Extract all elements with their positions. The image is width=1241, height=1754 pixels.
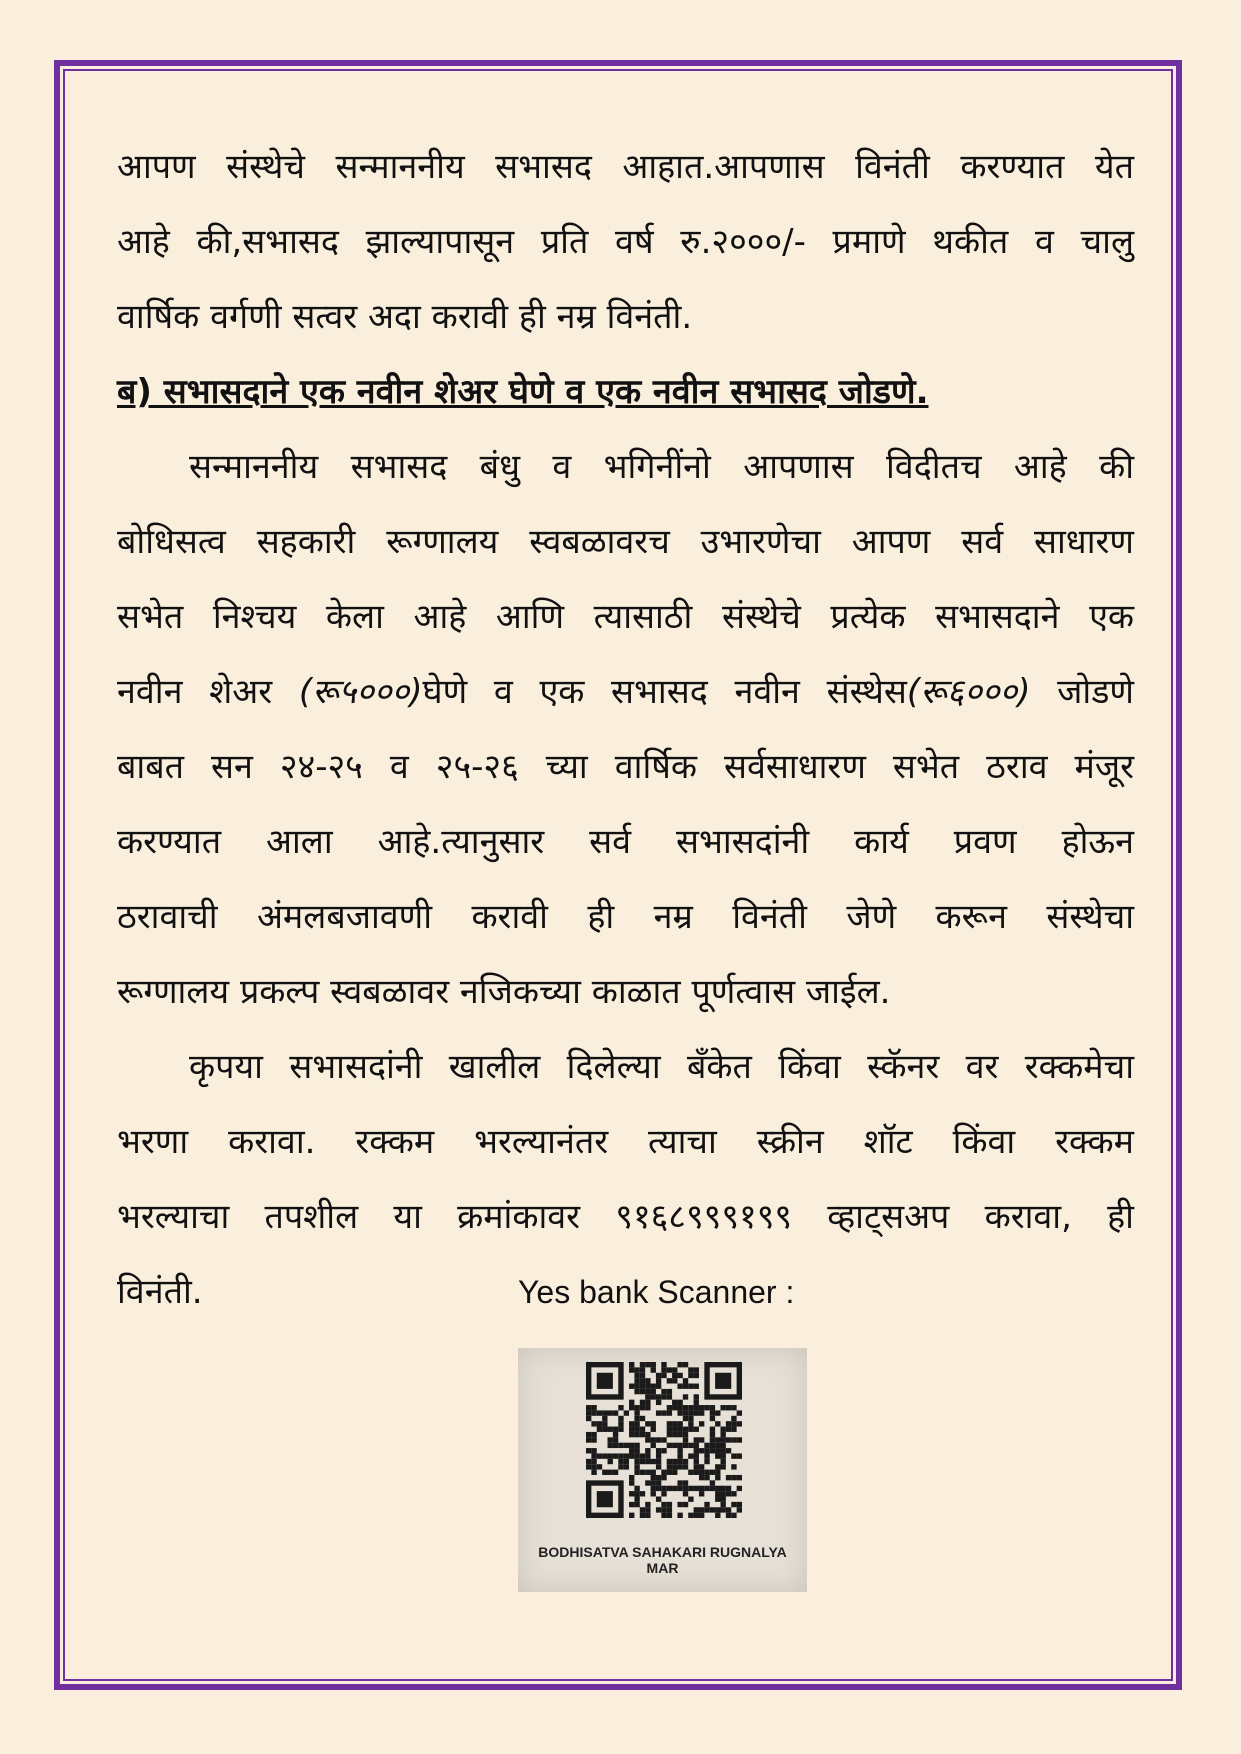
text-line: भरणा करावा. रक्कम भरल्यानंतर त्याचा स्क्रीन शॉट किंवा रक्कम [117,1122,1134,1162]
text-line: आपण संस्थेचे सन्माननीय सभासद आहात.आपणास विनंती करण्यात येत [117,147,1134,187]
paragraph-membership-fee [117,130,1134,355]
text-line: ठरावाची अंमलबजावणी करावी ही नम्र विनंती जेणे करून संस्थेचा [117,897,1134,937]
qr-caption-line: MAR [646,1560,679,1576]
text-line: सभेत निश्चय केला आहे आणि त्यासाठी संस्थेचे प्रत्येक सभासदाने एक [117,597,1134,637]
text: विनंती. [117,1272,203,1312]
section-heading: ब) सभासदाने एक नवीन शेअर घेणे व एक नवीन सभासद जोडणे. [117,372,929,412]
paragraph-payment-instructions [117,1030,1134,1330]
qr-caption-line: BODHISATVA SAHAKARI RUGNALYA [538,1544,787,1560]
text: जोडणे [1030,672,1134,712]
text-line: बाबत सन २४-२५ व २५-२६ च्या वार्षिक सर्वसाधारण सभेत ठराव मंजूर [117,747,1134,787]
text-line: करण्यात आला आहे.त्यानुसार सर्व सभासदांनी कार्य प्रवण होऊन [117,822,1134,862]
paragraph-share-appeal [117,430,1134,1030]
qr-code-image [518,1348,807,1592]
text-line: आहे की,सभासद झाल्यापासून प्रति वर्ष रु.२०००/- प्रमाणे थकीत व चालु [117,222,1134,262]
letter-body [117,130,1134,1330]
text-line: वार्षिक वर्गणी सत्वर अदा करावी ही नम्र विनंती. [117,297,693,337]
qr-code-icon [586,1362,742,1518]
text-line: भरल्याचा तपशील या क्रमांकावर ९१६८९९९१९९ व्हाट्सअप करावा, ही [117,1197,1134,1237]
qr-caption [518,1544,807,1576]
text-line [117,1255,1134,1330]
text: घेणे व एक सभासद नवीन संस्थेस [422,672,907,712]
share-amount: (रू५०००) [298,672,423,712]
text-line [117,655,1134,730]
text-line: बोधिसत्व सहकारी रूग्णालय स्वबळावरच उभारणेचा आपण सर्व साधारण [117,522,1134,562]
text-line: कृपया सभासदांनी खालील दिलेल्या बँकेत किंवा स्कॅनर वर रक्कमेचा [189,1047,1134,1087]
text-line: सन्माननीय सभासद बंधु व भगिनींनो आपणास विदीतच आहे की [189,447,1134,487]
text: नवीन शेअर [117,672,299,712]
text-line: रूग्णालय प्रकल्प स्वबळावर नजिकच्या काळात पूर्णत्वास जाईल. [117,972,891,1012]
member-amount: (रू६०००) [906,672,1031,712]
scanner-label: Yes bank Scanner : [518,1274,795,1310]
